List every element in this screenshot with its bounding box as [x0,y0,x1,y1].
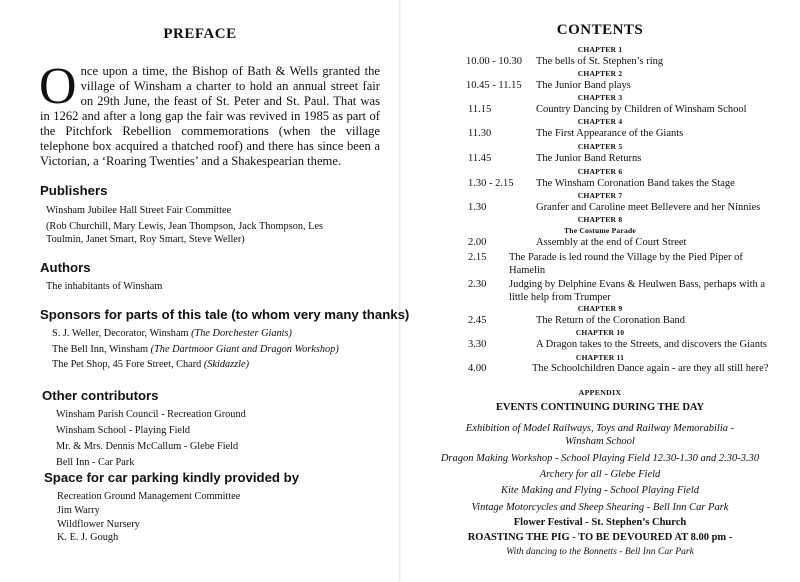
sponsor-item [52,359,249,370]
chapter-label: CHAPTER 11 [575,353,625,362]
chapter-label: CHAPTER 8 [577,215,623,224]
parking-item: Jim Warry [57,505,100,516]
program-time: 2.00 [468,237,487,248]
program-time: 11.30 [468,128,492,139]
chapter-label: CHAPTER 10 [575,328,625,337]
program-desc: The Return of the Coronation Band [536,315,686,326]
appendix-event: Kite Making and Flying - School Playing Field [501,485,699,496]
appendix-event: Exhibition of Model Railways, Toys and Railway Memorabilia - [465,423,735,434]
chapter-label: CHAPTER 6 [577,167,623,176]
program-time: 3.30 [468,339,487,350]
intro-text: nce upon a time, the Bishop of Bath & Wells granted the village of Winsham a charter to hold an annual street fair on 29th June, the feast of St. Peter and St. Paul. That was in 1262 and after a long gap the fair was revived in 1985 as part of the Pitchfork Rebellion commemorations (when the village telephone box acquired a thatched roof) and there has since been a Victorian, a ‘Roaring Twenties’ and a Shakespearian theme. [40,64,380,168]
program-desc: Granfer and Caroline meet Bellevere and her Ninnies [536,202,761,213]
program-desc: The Winsham Coronation Band takes the Stage [536,178,735,189]
appendix-event: Dragon Making Workshop - School Playing Field 12.30-1.30 and 2.30-3.30 [440,453,760,464]
chapter-label: CHAPTER 2 [577,69,623,78]
chapter-label: CHAPTER 7 [577,191,623,200]
appendix-subtitle: EVENTS CONTINUING DURING THE DAY [495,402,705,413]
chapter-label: CHAPTER 5 [577,142,623,151]
program-time: 1.30 [468,202,487,213]
sponsor-note: (The Dorchester Giants) [191,328,292,339]
parking-item: Wildflower Nursery [57,519,140,530]
contributor-item: Winsham Parish Council - Recreation Ground [56,409,246,420]
publishers-names-cont: Toulmin, Janet Smart, Roy Smart, Steve Weller) [46,234,245,245]
sponsor-name: The Bell Inn, Winsham [52,344,151,355]
chapter-label: CHAPTER 9 [577,304,623,313]
chapter-sublabel: The Costume Parade [564,226,636,235]
program-time: 2.15 [468,252,487,263]
program-desc-cont: Hamelin [509,265,546,276]
program-time: 10.00 - 10.30 [466,56,522,67]
program-desc: A Dragon takes to the Streets, and discovers the Giants [536,339,767,350]
program-time: 11.15 [468,104,492,115]
parking-heading: Space for car parking kindly provided by [44,470,300,485]
program-desc: The Junior Band Returns [536,153,642,164]
chapter-label: CHAPTER 1 [577,45,623,54]
dropcap-letter: O [39,58,77,115]
program-desc: The Parade is led round the Village by the Pied Piper of [509,252,743,263]
program-desc-cont: little help from Trumper [509,292,611,303]
sponsor-item [52,344,339,355]
chapter-label: CHAPTER 4 [577,117,623,126]
appendix-title: APPENDIX [578,388,622,397]
parking-item: Recreation Ground Management Committee [57,491,241,502]
program-desc: Assembly at the end of Court Street [536,237,687,248]
preface-intro [39,58,380,169]
appendix-event-highlight: ROASTING THE PIG - TO BE DEVOURED AT 8.00 pm - [467,532,733,543]
authors-line: The inhabitants of Winsham [46,281,163,292]
program-time: 2.30 [468,279,487,290]
sponsor-name: S. J. Weller, Decorator, Winsham [52,328,192,339]
program-desc: The Schoolchildren Dance again - are they all still here? [532,363,769,374]
appendix-event: Archery for all - Glebe Field [539,469,661,480]
sponsors-heading: Sponsors for parts of this tale (to whom very many thanks) [40,307,410,322]
publishers-names: (Rob Churchill, Mary Lewis, Jean Thompson, Jack Thompson, Les [46,221,324,232]
program-time: 11.45 [468,153,492,164]
sponsor-item [52,328,292,339]
contributor-item: Mr. & Mrs. Dennis McCallum - Glebe Field [56,441,239,452]
program-time: 4.00 [468,363,487,374]
publishers-heading: Publishers [40,183,108,198]
program-desc: The First Appearance of the Giants [536,128,684,139]
contributor-item: Bell Inn - Car Park [56,457,135,468]
appendix-event: Vintage Motorcycles and Sheep Shearing - Bell Inn Car Park [471,502,729,513]
sponsor-note: (Skidazzle) [203,359,250,370]
contents-title: CONTENTS [556,22,644,38]
program-desc: The bells of St. Stephen’s ring [536,56,664,67]
contributors-heading: Other contributors [42,388,159,403]
parking-item: K. E. J. Gough [57,532,119,543]
appendix-event-cont: Winsham School [565,436,635,447]
sponsor-name: The Pet Shop, 45 Fore Street, Chard [52,359,204,370]
program-time: 10.45 - 11.15 [466,80,522,91]
appendix-event-cont: With dancing to the Bonnetts - Bell Inn Car Park [506,546,694,557]
program-time: 2.45 [468,315,487,326]
program-desc: The Junior Band plays [536,80,631,91]
preface-title: PREFACE [163,26,237,42]
authors-heading: Authors [40,260,91,275]
program-desc: Judging by Delphine Evans & Heulwen Bass, perhaps with a [509,279,766,290]
sponsor-note: (The Dartmoor Giant and Dragon Workshop) [150,344,339,355]
chapter-label: CHAPTER 3 [577,93,623,102]
appendix-event-highlight: Flower Festival - St. Stephen’s Church [513,517,687,528]
publishers-line: Winsham Jubilee Hall Street Fair Committee [46,205,232,216]
program-time: 1.30 - 2.15 [468,178,514,189]
contributor-item: Winsham School - Playing Field [56,425,191,436]
program-desc: Country Dancing by Children of Winsham School [536,104,747,115]
